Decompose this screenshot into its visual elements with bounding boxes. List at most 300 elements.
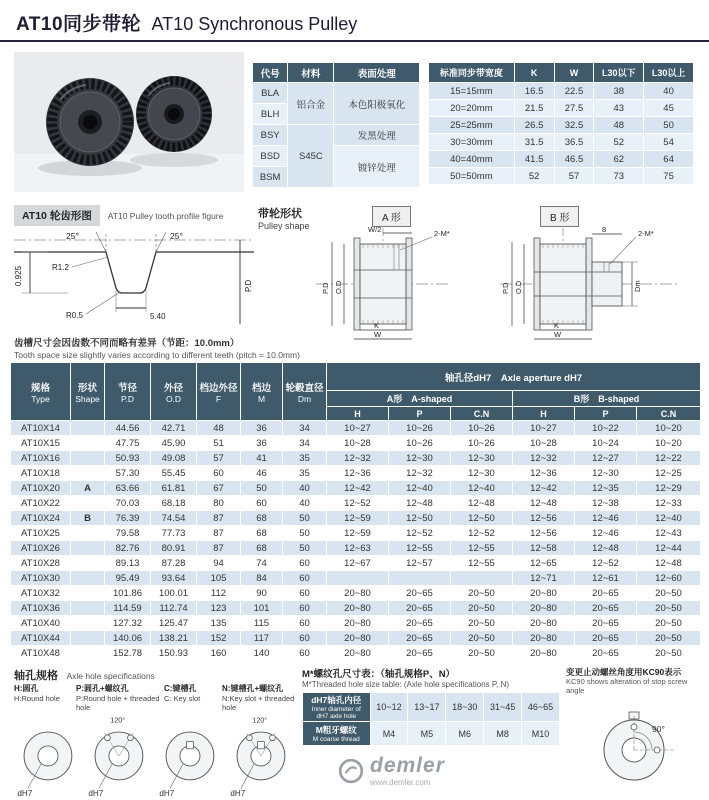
table-cell: 36 <box>241 421 283 436</box>
threaded-cell: M5 <box>408 722 446 746</box>
table-cell: 12~42 <box>327 481 389 496</box>
pulley-shape-label-en: Pulley shape <box>258 221 310 231</box>
table-cell: 12~52 <box>451 526 513 541</box>
table-cell: 20~65 <box>575 646 637 661</box>
table-cell: S45C <box>288 125 334 188</box>
angle-120-label: 120° <box>252 716 268 725</box>
table-cell: 74.54 <box>151 511 197 526</box>
table-cell: 12~48 <box>451 496 513 511</box>
table-cell: B <box>71 511 105 526</box>
table-cell: 10~26 <box>389 421 451 436</box>
table-cell <box>71 556 105 571</box>
table-cell: 20~50 <box>451 631 513 646</box>
table-cell: 84 <box>241 571 283 586</box>
table-cell: 20~65 <box>575 616 637 631</box>
table-cell: 57 <box>554 168 594 185</box>
table-cell: 68 <box>241 511 283 526</box>
threaded-title-en: M*Threaded hole size table: (Axle hole specifications P, N) <box>302 680 510 689</box>
table-cell: 127.32 <box>105 616 151 631</box>
dim-angle-right: 25° <box>170 231 183 241</box>
table-row <box>11 451 701 466</box>
brand-logo-icon <box>338 758 364 784</box>
table-cell: 12~48 <box>389 496 451 511</box>
table-row <box>11 586 701 601</box>
table-cell <box>71 631 105 646</box>
table-cell: BSY <box>253 125 288 146</box>
threaded-cell: 46~65 <box>522 693 560 722</box>
table-cell: 68 <box>241 541 283 556</box>
table-cell: 46 <box>241 466 283 481</box>
table-cell: 32.5 <box>554 117 594 134</box>
table-cell: 12~63 <box>327 541 389 556</box>
table-cell: BSM <box>253 167 288 188</box>
table-cell: 12~58 <box>513 541 575 556</box>
tooth-note-zh: 齿槽尺寸会因齿数不同而略有差异（节距：10.0mm） <box>14 338 240 349</box>
width-header-l30-below: L30以下 <box>594 63 644 83</box>
width-header-belt: 标准同步带宽度 <box>429 63 515 83</box>
table-cell: 10~26 <box>451 421 513 436</box>
spec-subheader-b-p: P <box>575 407 637 421</box>
table-cell: AT10X16 <box>11 451 71 466</box>
threaded-cell: M6 <box>446 722 484 746</box>
table-row <box>11 601 701 616</box>
table-cell: 35 <box>283 451 327 466</box>
table-cell: 60 <box>283 556 327 571</box>
axle-spec-item-p: P:圆孔+螺纹孔 P:Round hole + threaded hole <box>76 684 160 712</box>
table-cell: 12~40 <box>389 481 451 496</box>
table-cell: 镀锌处理 <box>334 146 420 188</box>
spec-subheader-a-cn: C.N <box>451 407 513 421</box>
axle-spec-item-h: H:圆孔 H:Round hole <box>14 684 60 703</box>
table-cell: 12~33 <box>637 496 701 511</box>
table-cell: AT10X14 <box>11 421 71 436</box>
dim-width: 5.40 <box>150 312 166 321</box>
table-cell: 10~26 <box>389 436 451 451</box>
table-cell: 152.78 <box>105 646 151 661</box>
table-cell: 140 <box>241 646 283 661</box>
table-cell: 45.90 <box>151 436 197 451</box>
table-cell: 12~46 <box>575 526 637 541</box>
threaded-cell: 31~45 <box>484 693 522 722</box>
table-cell: 40 <box>283 481 327 496</box>
page-title-en: AT10 Synchronous Pulley <box>151 14 358 34</box>
dim-angle-left: 25° <box>66 231 79 241</box>
brand-url: www.demler.com <box>370 778 431 787</box>
table-cell: 115 <box>241 616 283 631</box>
tooth-profile-drawing <box>8 226 260 334</box>
table-cell: 12~52 <box>327 496 389 511</box>
table-cell: 10~28 <box>327 436 389 451</box>
table-cell: 20~50 <box>637 631 701 646</box>
table-cell: 20~80 <box>513 631 575 646</box>
table-cell: 12~65 <box>513 556 575 571</box>
table-cell: 41 <box>241 451 283 466</box>
spec-subheader-a-p: P <box>389 407 451 421</box>
dh7-label: dH7 <box>17 789 33 798</box>
table-row <box>253 83 420 104</box>
spec-header-shape: 形状 Shape <box>71 363 105 421</box>
table-cell: 80 <box>197 496 241 511</box>
table-cell: BLH <box>253 104 288 125</box>
table-cell: 20~50 <box>637 616 701 631</box>
table-cell: AT10X25 <box>11 526 71 541</box>
table-cell: 12~71 <box>513 571 575 586</box>
table-cell: 50 <box>283 511 327 526</box>
table-cell: 20~80 <box>513 646 575 661</box>
table-row <box>11 511 701 526</box>
table-row <box>253 146 420 167</box>
table-cell: 82.76 <box>105 541 151 556</box>
table-row <box>253 125 420 146</box>
table-cell: 60 <box>241 496 283 511</box>
spec-table <box>10 362 701 661</box>
table-cell: 46.5 <box>554 151 594 168</box>
pulley-shape-label-zh: 带轮形状 <box>258 208 302 220</box>
axle-hole-drawings <box>14 712 293 798</box>
table-cell: 20~80 <box>327 586 389 601</box>
table-cell: 20~65 <box>575 631 637 646</box>
table-cell: 79.58 <box>105 526 151 541</box>
shape-a-drawing <box>288 224 478 346</box>
belt-width-table <box>428 62 694 185</box>
table-cell: 20=20mm <box>429 100 515 117</box>
spec-header-type: 规格 Type <box>11 363 71 421</box>
table-cell: AT10X15 <box>11 436 71 451</box>
spec-header-f: 档边外径 F <box>197 363 241 421</box>
kc90-title-en: KC90 shows alteration of stop screw angle <box>566 677 688 695</box>
kc90-block <box>566 666 704 695</box>
angle-90-label: 90° <box>652 724 665 734</box>
dim-a-k: K <box>374 321 380 330</box>
table-cell: 52 <box>594 134 644 151</box>
table-cell: 12~59 <box>327 526 389 541</box>
table-cell <box>71 601 105 616</box>
table-cell: 67 <box>197 481 241 496</box>
table-cell: 63.66 <box>105 481 151 496</box>
threaded-hole-table <box>302 692 560 746</box>
axle-spec-title-en: Axle hole specifications <box>66 671 155 681</box>
table-cell <box>71 541 105 556</box>
width-header-l30-above: L30以上 <box>644 63 694 83</box>
shape-a-tag: A 形 <box>372 206 411 227</box>
table-cell: 12~30 <box>451 466 513 481</box>
table-row <box>11 436 701 451</box>
threaded-cell: M8 <box>484 722 522 746</box>
dh7-label: dH7 <box>88 789 104 798</box>
axle-spec-items <box>14 684 306 712</box>
table-cell <box>71 421 105 436</box>
table-cell: 140.06 <box>105 631 151 646</box>
table-cell: 12~56 <box>513 511 575 526</box>
table-cell: 68.18 <box>151 496 197 511</box>
table-cell: 12~50 <box>389 511 451 526</box>
product-photo <box>14 52 244 192</box>
table-cell: 20~80 <box>513 616 575 631</box>
dim-b-screws: 2-M* <box>638 229 654 238</box>
table-cell: 12~55 <box>451 541 513 556</box>
table-row <box>429 151 694 168</box>
table-row <box>11 421 701 436</box>
table-cell <box>71 616 105 631</box>
table-cell: 12~27 <box>575 451 637 466</box>
table-cell: 12~32 <box>389 466 451 481</box>
threaded-cell: 10~12 <box>370 693 408 722</box>
table-cell: 20~65 <box>389 631 451 646</box>
table-cell: 10~26 <box>451 436 513 451</box>
table-row <box>11 556 701 571</box>
table-cell: 26.5 <box>514 117 554 134</box>
threaded-row2-header: M粗牙螺纹 M coarse thread <box>303 722 371 746</box>
table-cell: 50 <box>283 541 327 556</box>
table-cell: 20~80 <box>327 616 389 631</box>
kc90-title-zh: 变更止动螺丝角度用KC90表示 <box>566 667 682 677</box>
material-table <box>252 62 420 188</box>
table-cell: 112.74 <box>151 601 197 616</box>
table-cell <box>71 586 105 601</box>
table-cell <box>451 571 513 586</box>
table-cell: 10~27 <box>513 421 575 436</box>
table-cell: 60 <box>283 586 327 601</box>
spec-header-axle: 轴孔径dH7 Axle aperture dH7 <box>327 363 701 391</box>
table-cell: 95.49 <box>105 571 151 586</box>
dh7-label: dH7 <box>159 789 175 798</box>
brand-logo <box>338 754 445 787</box>
table-cell: 22.5 <box>554 83 594 100</box>
table-cell: 20~65 <box>389 601 451 616</box>
table-cell: 123 <box>197 601 241 616</box>
table-cell: 12~43 <box>637 526 701 541</box>
table-row <box>11 496 701 511</box>
table-cell: AT10X24 <box>11 511 71 526</box>
table-cell <box>71 496 105 511</box>
table-row <box>11 571 701 586</box>
table-cell: 50 <box>241 481 283 496</box>
table-row <box>11 616 701 631</box>
table-cell: 70.03 <box>105 496 151 511</box>
threaded-cell: M10 <box>522 722 560 746</box>
spec-subheader-b-h: H <box>513 407 575 421</box>
table-cell: 135 <box>197 616 241 631</box>
table-cell: 12~40 <box>451 481 513 496</box>
table-cell: 50.93 <box>105 451 151 466</box>
table-cell: 47.75 <box>105 436 151 451</box>
table-cell: 87 <box>197 511 241 526</box>
table-cell <box>71 571 105 586</box>
spec-header-a-shaped: A形 A-shaped <box>327 391 513 407</box>
table-cell: 12~46 <box>575 511 637 526</box>
table-cell: 12~59 <box>327 511 389 526</box>
table-cell: 10~22 <box>575 421 637 436</box>
table-cell: 50 <box>644 117 694 134</box>
table-cell: 20~65 <box>575 586 637 601</box>
table-cell: 12~44 <box>637 541 701 556</box>
table-cell: AT10X28 <box>11 556 71 571</box>
table-cell: 发黑处理 <box>334 125 420 146</box>
table-cell <box>71 466 105 481</box>
table-row <box>429 100 694 117</box>
table-cell: 31.5 <box>514 134 554 151</box>
table-cell: 87 <box>197 526 241 541</box>
spec-header-pd: 节径 P.D <box>105 363 151 421</box>
table-cell: 87 <box>197 541 241 556</box>
table-cell: 21.5 <box>514 100 554 117</box>
threaded-row1-header: dH7轴孔内径 Inner diameter of dH7 axle hole <box>303 693 371 722</box>
table-cell: 87.28 <box>151 556 197 571</box>
angle-120-label: 120° <box>110 716 126 725</box>
spec-subheader-a-h: H <box>327 407 389 421</box>
table-cell: 114.59 <box>105 601 151 616</box>
table-cell: 117 <box>241 631 283 646</box>
table-cell: 12~67 <box>327 556 389 571</box>
table-cell: 125.47 <box>151 616 197 631</box>
table-cell: 34 <box>283 421 327 436</box>
spec-header-m: 档边 M <box>241 363 283 421</box>
axle-spec-item-c: C:键槽孔 C: Key slot <box>164 684 201 703</box>
width-header-w: W <box>554 63 594 83</box>
axle-spec-title <box>14 666 155 684</box>
table-cell: 12~57 <box>389 556 451 571</box>
table-cell: 112 <box>197 586 241 601</box>
table-cell <box>71 646 105 661</box>
table-cell: 铝合金 <box>288 83 334 125</box>
table-cell: 20~50 <box>451 586 513 601</box>
table-cell: 150.93 <box>151 646 197 661</box>
axle-hole-c-drawing <box>156 712 222 798</box>
table-cell: BSD <box>253 146 288 167</box>
axle-spec-item-n: N:键槽孔+螺纹孔 N:Key slot + threaded hole <box>222 684 295 712</box>
table-row <box>11 466 701 481</box>
shape-b-tag: B 形 <box>540 206 579 227</box>
table-cell: 57.30 <box>105 466 151 481</box>
table-cell: AT10X18 <box>11 466 71 481</box>
dim-a-od: O.D <box>334 280 343 294</box>
table-cell: 138.21 <box>151 631 197 646</box>
table-cell: 16.5 <box>514 83 554 100</box>
table-cell: 48 <box>594 117 644 134</box>
table-row <box>429 83 694 100</box>
table-cell <box>71 451 105 466</box>
table-cell: 12~32 <box>327 451 389 466</box>
table-cell: 12~29 <box>637 481 701 496</box>
table-cell: 10~20 <box>637 436 701 451</box>
table-cell: 12~50 <box>451 511 513 526</box>
table-cell: 12~42 <box>513 481 575 496</box>
tooth-note <box>14 338 300 361</box>
dim-a-half-width: W/2 <box>368 225 382 234</box>
table-cell: 54 <box>644 134 694 151</box>
dim-depth: 0.925 <box>14 265 23 286</box>
table-cell: 20~50 <box>637 586 701 601</box>
table-row <box>11 481 701 496</box>
table-cell: 20~65 <box>575 601 637 616</box>
table-cell: 73 <box>594 168 644 185</box>
material-header-material: 材料 <box>288 63 334 83</box>
kc90-drawing <box>576 702 696 794</box>
table-cell: 45 <box>644 100 694 117</box>
threaded-title-zh: M*螺纹孔尺寸表：（轴孔规格P、N） <box>302 669 456 680</box>
table-cell: 40=40mm <box>429 151 515 168</box>
table-row <box>11 541 701 556</box>
table-cell: 40 <box>644 83 694 100</box>
table-cell: 60 <box>283 646 327 661</box>
dim-b-pd: P.D <box>501 282 510 294</box>
table-cell: 101.86 <box>105 586 151 601</box>
table-cell: 12~56 <box>513 526 575 541</box>
axle-hole-h-drawing <box>14 712 80 798</box>
table-cell: 80.91 <box>151 541 197 556</box>
table-cell: 60 <box>283 571 327 586</box>
table-cell: 12~48 <box>513 496 575 511</box>
table-row <box>11 646 701 661</box>
tooth-profile-label-en: AT10 Pulley tooth profile figure <box>107 211 224 221</box>
table-cell: AT10X22 <box>11 496 71 511</box>
pulley-photo-drawing <box>14 52 244 192</box>
table-row <box>11 526 701 541</box>
dim-pd: P.D <box>244 279 253 292</box>
table-cell: 20~80 <box>327 646 389 661</box>
table-cell: 74 <box>241 556 283 571</box>
table-cell: 30=30mm <box>429 134 515 151</box>
table-cell: 100.01 <box>151 586 197 601</box>
table-cell: 12~55 <box>389 541 451 556</box>
table-cell: 57 <box>197 451 241 466</box>
tooth-profile-label-zh: AT10 轮齿形图 <box>14 205 100 226</box>
table-cell: 61.81 <box>151 481 197 496</box>
table-cell: 89.13 <box>105 556 151 571</box>
table-cell: 12~61 <box>575 571 637 586</box>
table-cell: AT10X48 <box>11 646 71 661</box>
spec-subheader-b-cn: C.N <box>637 407 701 421</box>
dim-b-eight: 8 <box>602 225 607 234</box>
table-row <box>429 117 694 134</box>
dim-b-od: O.D <box>514 280 523 294</box>
dim-b-k: K <box>554 321 560 330</box>
threaded-cell: M4 <box>370 722 408 746</box>
table-cell: 52 <box>514 168 554 185</box>
table-cell: 36 <box>241 436 283 451</box>
table-cell: 12~55 <box>451 556 513 571</box>
dim-b-dm: Dm <box>633 280 642 292</box>
table-cell: 48 <box>197 421 241 436</box>
table-cell: 36.5 <box>554 134 594 151</box>
table-cell: 25=25mm <box>429 117 515 134</box>
table-cell: 12~30 <box>389 451 451 466</box>
table-cell: 10~24 <box>575 436 637 451</box>
table-cell: 50 <box>283 526 327 541</box>
table-cell: 40 <box>283 496 327 511</box>
table-cell: 35 <box>283 466 327 481</box>
table-cell: 12~48 <box>575 541 637 556</box>
axle-hole-p-drawing <box>85 712 151 798</box>
table-cell: 152 <box>197 631 241 646</box>
table-cell: 75 <box>644 168 694 185</box>
table-row <box>429 134 694 151</box>
table-row <box>429 168 694 185</box>
spec-header-dm: 轮毂直径 Dm <box>283 363 327 421</box>
table-cell: 20~65 <box>389 646 451 661</box>
table-cell: 12~48 <box>637 556 701 571</box>
table-cell: 12~52 <box>575 556 637 571</box>
table-cell: 50=50mm <box>429 168 515 185</box>
table-cell: 12~30 <box>451 451 513 466</box>
table-cell: 15=15mm <box>429 83 515 100</box>
table-cell: 10~27 <box>327 421 389 436</box>
table-cell: 12~35 <box>575 481 637 496</box>
table-cell: 12~38 <box>575 496 637 511</box>
table-row <box>11 631 701 646</box>
table-cell: 12~22 <box>637 451 701 466</box>
table-cell: 42.71 <box>151 421 197 436</box>
